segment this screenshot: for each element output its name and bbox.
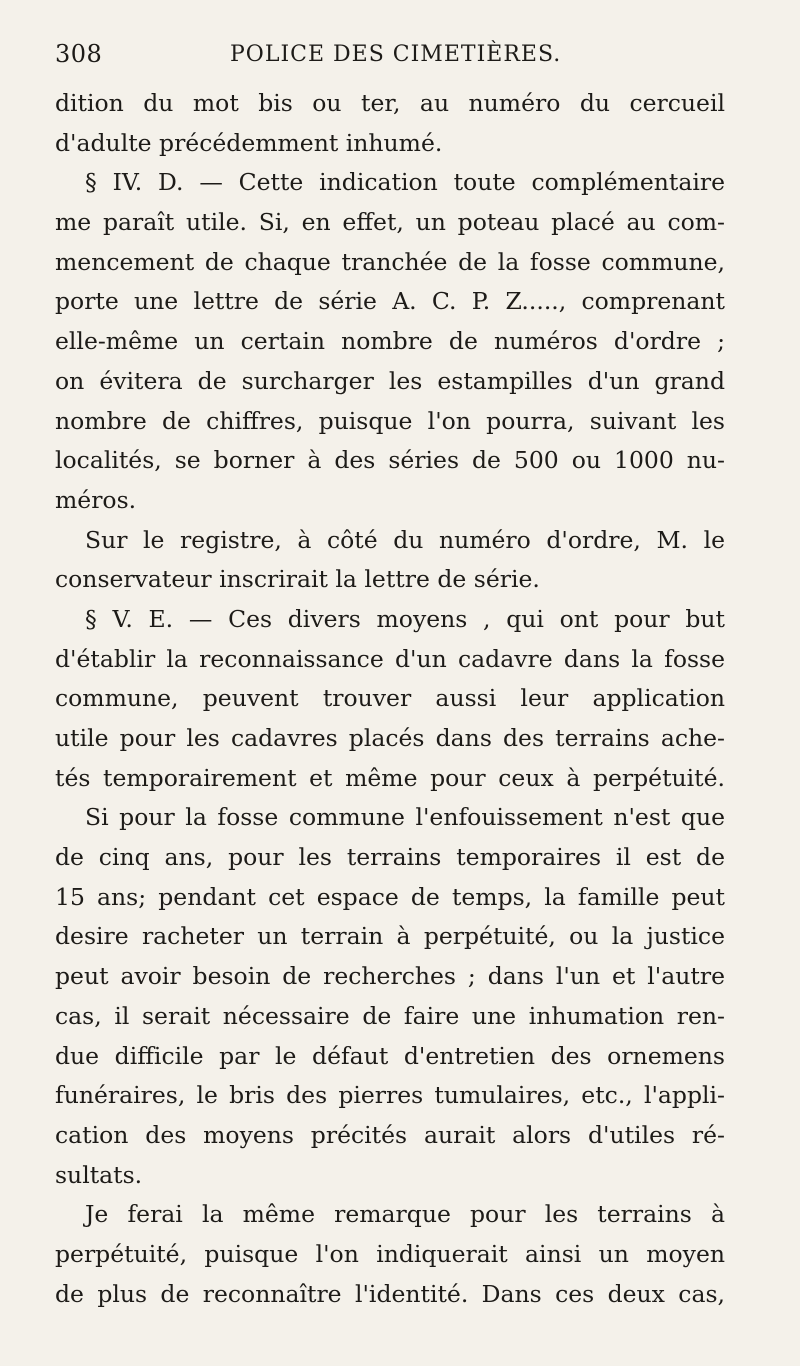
body-text xyxy=(55,84,725,1314)
running-title: POLICE DES CIMETIÈRES. xyxy=(230,42,562,67)
text-line: cation des moyens précités aurait alors d'utiles ré- xyxy=(55,1120,725,1149)
text-line: me paraît utile. Si, en effet, un poteau placé au com- xyxy=(55,208,725,237)
text-line: d'adulte précédemment inhumé. xyxy=(55,128,443,157)
text-line: de cinq ans, pour les terrains temporaires il est de xyxy=(55,843,725,872)
text-line: de plus de reconnaître l'identité. Dans ces deux cas, xyxy=(55,1279,725,1308)
text-line: localités, se borner à des séries de 500 ou 1000 nu- xyxy=(55,446,725,475)
text-line: d'établir la reconnaissance d'un cadavre dans la fosse xyxy=(55,644,725,673)
page-number: 308 xyxy=(55,40,103,68)
text-line: 15 ans; pendant cet espace de temps, la famille peut xyxy=(55,882,725,911)
text-line: cas, il serait nécessaire de faire une inhumation ren- xyxy=(55,1001,725,1030)
text-line: nombre de chiffres, puisque l'on pourra, suivant les xyxy=(55,406,725,435)
text-line: § V. E. — Ces divers moyens , qui ont pour but xyxy=(85,604,725,633)
text-line: conservateur inscrirait la lettre de série. xyxy=(55,565,540,594)
text-line: elle-même un certain nombre de numéros d'ordre ; xyxy=(55,327,725,356)
text-line: Si pour la fosse commune l'enfouissement n'est que xyxy=(85,803,725,832)
text-line: on évitera de surcharger les estampilles d'un grand xyxy=(55,366,725,395)
text-line: desire racheter un terrain à perpétuité, ou la justice xyxy=(55,922,725,951)
text-line: funéraires, le bris des pierres tumulaires, etc., l'appli- xyxy=(55,1081,725,1110)
text-line: utile pour les cadavres placés dans des terrains ache- xyxy=(55,724,725,752)
text-line: peut avoir besoin de recherches ; dans l'un et l'autre xyxy=(55,962,725,991)
text-line: méros. xyxy=(55,485,137,514)
text-line: § IV. D. — Cette indication toute complémentaire xyxy=(85,168,725,197)
text-line: due difficile par le défaut d'entretien des ornemens xyxy=(55,1041,725,1070)
text-line: Sur le registre, à côté du numéro d'ordre, M. le xyxy=(85,525,725,554)
text-line: perpétuité, puisque l'on indiquerait ainsi un moyen xyxy=(55,1239,725,1268)
text-line: porte une lettre de série A. C. P. Z....., comprenant xyxy=(55,287,725,316)
text-line: sultats. xyxy=(55,1160,143,1189)
text-line: commune, peuvent trouver aussi leur application xyxy=(55,684,725,713)
text-line: tés temporairement et même pour ceux à perpétuité. xyxy=(55,763,725,792)
text-line: Je ferai la même remarque pour les terrains à xyxy=(85,1200,725,1229)
page-header xyxy=(55,40,755,76)
text-line: dition du mot bis ou ter, au numéro du cercueil xyxy=(55,89,725,117)
text-line: mencement de chaque tranchée de la fosse commune, xyxy=(55,247,725,276)
